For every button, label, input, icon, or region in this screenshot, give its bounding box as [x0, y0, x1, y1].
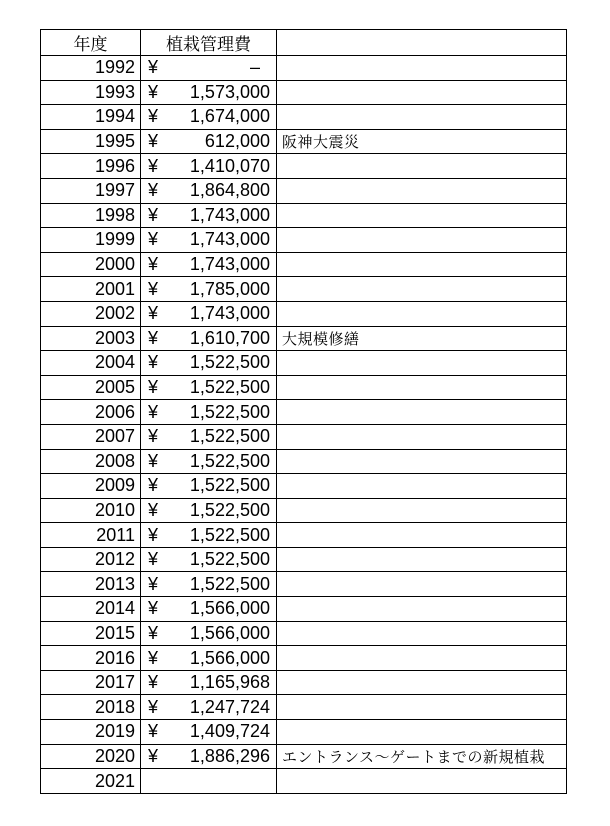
year-cell[interactable] — [41, 301, 141, 326]
year-value: 1997 — [94, 180, 135, 201]
table-row — [41, 621, 567, 646]
year-value: 2020 — [94, 745, 135, 766]
note-cell[interactable] — [277, 105, 567, 130]
cost-cell-inner — [141, 646, 276, 670]
cost-amount: 1,785,000 — [189, 278, 270, 299]
cost-amount: 1,247,724 — [189, 696, 270, 717]
cost-amount: 612,000 — [204, 131, 270, 152]
yen-sign: ¥ — [148, 622, 159, 643]
cost-cell-inner — [141, 474, 276, 498]
cost-cell[interactable] — [141, 252, 277, 277]
cost-amount: 1,566,000 — [189, 598, 270, 619]
cost-cell[interactable] — [141, 572, 277, 597]
year-cell[interactable] — [41, 597, 141, 622]
note-cell[interactable] — [277, 203, 567, 228]
year-cell[interactable] — [41, 523, 141, 548]
yen-sign: ¥ — [148, 81, 159, 102]
cost-cell[interactable] — [141, 375, 277, 400]
cost-cell-inner — [141, 769, 276, 793]
yen-sign: ¥ — [148, 672, 159, 693]
table-row — [41, 400, 567, 425]
cost-amount: 1,743,000 — [189, 229, 270, 250]
table-row — [41, 351, 567, 376]
note-cell[interactable] — [277, 252, 567, 277]
year-cell[interactable] — [41, 621, 141, 646]
year-value: 2018 — [94, 696, 135, 717]
cost-amount: 1,743,000 — [189, 204, 270, 225]
cost-amount: 1,566,000 — [189, 647, 270, 668]
note-text: 阪神大震災 — [282, 134, 360, 152]
year-value: 2012 — [94, 549, 135, 570]
cost-cell-inner — [141, 351, 276, 375]
table-row — [41, 178, 567, 203]
year-value: 2013 — [94, 573, 135, 594]
cost-cell-inner — [141, 253, 276, 277]
cost-cell-inner — [141, 302, 276, 326]
year-value: 2003 — [94, 327, 135, 348]
cost-amount: 1,409,724 — [189, 721, 270, 742]
cost-cell-inner — [141, 597, 276, 621]
cost-cell[interactable] — [141, 449, 277, 474]
table-row — [41, 154, 567, 179]
cost-amount: 1,410,070 — [189, 155, 270, 176]
yen-sign: ¥ — [148, 647, 159, 668]
note-cell[interactable] — [277, 80, 567, 105]
yen-sign: ¥ — [148, 155, 159, 176]
cost-cell-inner — [141, 572, 276, 596]
year-value: 2007 — [94, 426, 135, 447]
table-row — [41, 597, 567, 622]
yen-sign: ¥ — [148, 229, 159, 250]
note-cell[interactable] — [277, 769, 567, 794]
year-cell[interactable] — [41, 670, 141, 695]
cost-cell-inner — [141, 154, 276, 178]
note-text: エントランス～ゲートまでの新規植栽 — [282, 748, 546, 766]
yen-sign: ¥ — [148, 745, 159, 766]
cost-cell[interactable] — [141, 597, 277, 622]
year-value: 2004 — [94, 352, 135, 373]
table-row — [41, 277, 567, 302]
cost-cell-inner — [141, 204, 276, 228]
year-cell[interactable] — [41, 744, 141, 769]
year-value: 2011 — [96, 524, 135, 545]
cost-cell-inner — [141, 745, 276, 769]
year-value: 2000 — [94, 254, 135, 275]
table-row — [41, 670, 567, 695]
cost-cell[interactable] — [141, 744, 277, 769]
cost-cell-inner — [141, 376, 276, 400]
year-value: 2009 — [94, 475, 135, 496]
note-cell[interactable] — [277, 178, 567, 203]
note-cell[interactable] — [277, 154, 567, 179]
cost-cell-inner — [141, 277, 276, 301]
year-cell[interactable] — [41, 474, 141, 499]
year-value: 1994 — [94, 106, 135, 127]
cost-amount: 1,522,500 — [189, 573, 270, 594]
cost-cell[interactable] — [141, 105, 277, 130]
cost-cell[interactable] — [141, 646, 277, 671]
table-row — [41, 228, 567, 253]
cost-amount: 1,864,800 — [189, 180, 270, 201]
note-text: 大規模修繕 — [282, 330, 360, 348]
note-cell[interactable] — [277, 498, 567, 523]
planting-cost-table — [40, 29, 567, 794]
table-row — [41, 547, 567, 572]
year-cell[interactable] — [41, 178, 141, 203]
cost-cell-inner — [141, 327, 276, 351]
note-cell[interactable] — [277, 670, 567, 695]
yen-sign: ¥ — [148, 696, 159, 717]
year-value: 2006 — [94, 401, 135, 422]
table-row — [41, 203, 567, 228]
year-value: 2021 — [94, 770, 135, 791]
year-cell[interactable] — [41, 56, 141, 81]
table-row — [41, 375, 567, 400]
year-cell[interactable] — [41, 498, 141, 523]
cost-cell[interactable] — [141, 424, 277, 449]
yen-sign: ¥ — [148, 327, 159, 348]
yen-sign: ¥ — [148, 598, 159, 619]
yen-sign: ¥ — [148, 721, 159, 742]
table-row — [41, 646, 567, 671]
cost-amount: 1,522,500 — [189, 401, 270, 422]
cost-cell[interactable] — [141, 769, 277, 794]
year-value: 1995 — [94, 131, 135, 152]
year-cell[interactable] — [41, 572, 141, 597]
note-cell[interactable] — [277, 744, 567, 769]
cost-amount: 1,165,968 — [189, 672, 270, 693]
cost-amount: 1,674,000 — [189, 106, 270, 127]
cost-amount: 1,522,500 — [189, 426, 270, 447]
note-cell[interactable] — [277, 547, 567, 572]
cost-cell-inner — [141, 81, 276, 105]
yen-sign: ¥ — [148, 278, 159, 299]
table-row — [41, 695, 567, 720]
yen-sign: ¥ — [148, 106, 159, 127]
note-cell[interactable] — [277, 424, 567, 449]
note-cell[interactable] — [277, 720, 567, 745]
year-value: 1992 — [94, 57, 135, 78]
year-value: 1998 — [94, 204, 135, 225]
table-row — [41, 744, 567, 769]
cost-cell-inner — [141, 548, 276, 572]
year-value: 1996 — [94, 155, 135, 176]
cost-cell-inner — [141, 450, 276, 474]
table-row — [41, 129, 567, 154]
table-row — [41, 572, 567, 597]
cost-cell[interactable] — [141, 80, 277, 105]
year-cell[interactable] — [41, 80, 141, 105]
cost-cell-inner — [141, 622, 276, 646]
yen-sign: ¥ — [148, 303, 159, 324]
note-cell[interactable] — [277, 646, 567, 671]
year-cell[interactable] — [41, 351, 141, 376]
cost-cell[interactable] — [141, 129, 277, 154]
table-row — [41, 424, 567, 449]
cost-cell[interactable] — [141, 154, 277, 179]
cost-cell[interactable] — [141, 523, 277, 548]
cost-cell-inner — [141, 499, 276, 523]
cost-cell[interactable] — [141, 228, 277, 253]
year-cell[interactable] — [41, 228, 141, 253]
yen-sign: ¥ — [148, 377, 159, 398]
year-value: 2016 — [94, 647, 135, 668]
note-cell[interactable] — [277, 449, 567, 474]
year-cell[interactable] — [41, 695, 141, 720]
year-cell[interactable] — [41, 326, 141, 351]
cost-amount: 1,886,296 — [189, 745, 270, 766]
yen-sign: ¥ — [148, 401, 159, 422]
cost-cell[interactable] — [141, 56, 277, 81]
cost-amount: 1,573,000 — [189, 81, 270, 102]
table-row — [41, 80, 567, 105]
year-value: 1993 — [94, 81, 135, 102]
note-cell[interactable] — [277, 621, 567, 646]
col-header-year[interactable]: 年度 — [41, 30, 141, 56]
yen-sign: ¥ — [148, 475, 159, 496]
year-cell[interactable] — [41, 277, 141, 302]
year-cell[interactable] — [41, 769, 141, 794]
note-cell[interactable] — [277, 375, 567, 400]
table-row — [41, 326, 567, 351]
yen-sign: ¥ — [148, 524, 159, 545]
cost-cell-inner — [141, 130, 276, 154]
table-row — [41, 498, 567, 523]
year-value: 2017 — [94, 672, 135, 693]
year-value: 2019 — [94, 721, 135, 742]
cost-amount: 1,743,000 — [189, 303, 270, 324]
table-row — [41, 105, 567, 130]
year-cell[interactable] — [41, 720, 141, 745]
year-value: 2002 — [94, 303, 135, 324]
note-cell[interactable] — [277, 326, 567, 351]
cost-cell[interactable] — [141, 301, 277, 326]
yen-sign: ¥ — [148, 450, 159, 471]
year-cell[interactable] — [41, 400, 141, 425]
year-value: 2015 — [94, 622, 135, 643]
cost-amount: – — [249, 57, 260, 78]
year-cell[interactable] — [41, 105, 141, 130]
note-cell[interactable] — [277, 523, 567, 548]
cost-cell-inner — [141, 400, 276, 424]
cost-amount: 1,522,500 — [189, 352, 270, 373]
note-cell[interactable] — [277, 351, 567, 376]
year-cell[interactable] — [41, 646, 141, 671]
note-cell[interactable] — [277, 400, 567, 425]
table-row — [41, 252, 567, 277]
cost-cell[interactable] — [141, 474, 277, 499]
table-row — [41, 301, 567, 326]
cost-cell-inner — [141, 425, 276, 449]
table-row — [41, 523, 567, 548]
col-header-cost[interactable]: 植栽管理費 — [141, 30, 277, 56]
year-cell[interactable] — [41, 252, 141, 277]
cost-cell[interactable] — [141, 178, 277, 203]
note-cell[interactable] — [277, 597, 567, 622]
cost-cell[interactable] — [141, 720, 277, 745]
cost-amount: 1,566,000 — [189, 622, 270, 643]
cost-cell-inner — [141, 523, 276, 547]
cost-cell[interactable] — [141, 326, 277, 351]
year-cell[interactable] — [41, 375, 141, 400]
year-value: 2008 — [94, 450, 135, 471]
cost-cell[interactable] — [141, 277, 277, 302]
cost-amount: 1,522,500 — [189, 499, 270, 520]
yen-sign: ¥ — [148, 131, 159, 152]
yen-sign: ¥ — [148, 204, 159, 225]
col-header-note[interactable] — [277, 30, 567, 56]
year-cell[interactable] — [41, 547, 141, 572]
note-cell[interactable] — [277, 56, 567, 81]
cost-table-region — [40, 29, 567, 794]
year-cell[interactable] — [41, 424, 141, 449]
year-value: 1999 — [94, 229, 135, 250]
cost-amount: 1,522,500 — [189, 475, 270, 496]
cost-cell[interactable] — [141, 621, 277, 646]
note-cell[interactable] — [277, 301, 567, 326]
year-cell[interactable] — [41, 154, 141, 179]
year-cell[interactable] — [41, 449, 141, 474]
note-cell[interactable] — [277, 129, 567, 154]
note-cell[interactable] — [277, 228, 567, 253]
cost-cell-inner — [141, 179, 276, 203]
cost-amount: 1,522,500 — [189, 549, 270, 570]
cost-amount: 1,522,500 — [189, 377, 270, 398]
cost-cell[interactable] — [141, 351, 277, 376]
year-cell[interactable] — [41, 129, 141, 154]
cost-cell-inner — [141, 228, 276, 252]
yen-sign: ¥ — [148, 499, 159, 520]
year-value: 2014 — [94, 598, 135, 619]
note-cell[interactable] — [277, 277, 567, 302]
cost-cell[interactable] — [141, 203, 277, 228]
year-value: 2010 — [94, 499, 135, 520]
note-cell[interactable] — [277, 695, 567, 720]
cost-amount: 1,743,000 — [189, 254, 270, 275]
cost-cell-inner — [141, 695, 276, 719]
year-value: 2005 — [94, 377, 135, 398]
cost-amount: 1,610,700 — [189, 327, 270, 348]
yen-sign: ¥ — [148, 57, 159, 78]
cost-cell-inner — [141, 56, 276, 80]
note-cell[interactable] — [277, 474, 567, 499]
cost-cell[interactable] — [141, 547, 277, 572]
cost-cell[interactable] — [141, 400, 277, 425]
yen-sign: ¥ — [148, 352, 159, 373]
note-cell[interactable] — [277, 572, 567, 597]
table-row — [41, 449, 567, 474]
cost-amount: 1,522,500 — [189, 524, 270, 545]
yen-sign: ¥ — [148, 549, 159, 570]
yen-sign: ¥ — [148, 573, 159, 594]
table-row — [41, 769, 567, 794]
header-row — [41, 30, 567, 56]
year-cell[interactable] — [41, 203, 141, 228]
cost-amount: 1,522,500 — [189, 450, 270, 471]
cost-cell[interactable] — [141, 695, 277, 720]
cost-cell[interactable] — [141, 498, 277, 523]
yen-sign: ¥ — [148, 426, 159, 447]
cost-cell[interactable] — [141, 670, 277, 695]
table-row — [41, 56, 567, 81]
cost-cell-inner — [141, 720, 276, 744]
yen-sign: ¥ — [148, 180, 159, 201]
table-row — [41, 720, 567, 745]
cost-cell-inner — [141, 671, 276, 695]
table-row — [41, 474, 567, 499]
year-value: 2001 — [94, 278, 135, 299]
cost-cell-inner — [141, 105, 276, 129]
yen-sign: ¥ — [148, 254, 159, 275]
